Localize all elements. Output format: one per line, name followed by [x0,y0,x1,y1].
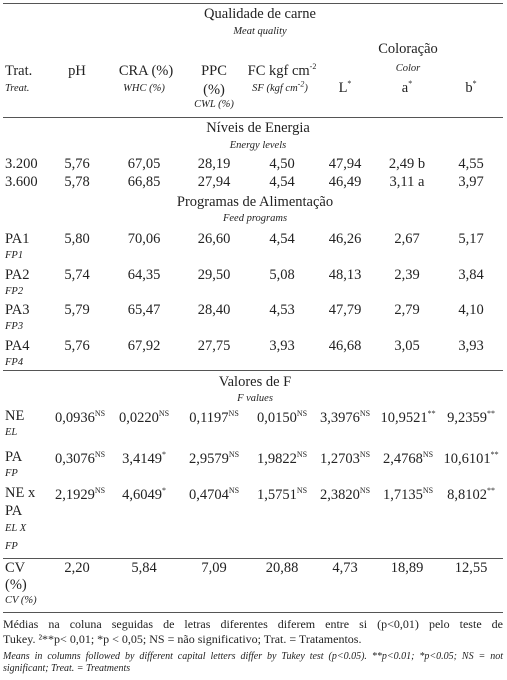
col-header-fc-en-sup: -2 [297,79,305,89]
program-cell-ph: 5,80 [64,231,90,247]
f-cell-b-value: 8,8102 [447,487,487,503]
col-header-ppc-en: CWL (%) [194,99,234,110]
f-cell-b [447,410,495,427]
energy-cell-L: 47,94 [328,156,362,172]
top-rule [3,3,503,4]
program-cell-fc: 5,08 [269,267,295,283]
f-cell-ph-value: 2,1929 [54,487,95,503]
f-cell-cra-significance: * [161,486,166,496]
f-cell-L-value: 3,3976 [319,410,360,426]
col-header-ppc: PPC [201,63,227,79]
cv-row-trat-en: CV (%) [5,595,37,606]
col-header-trat-en: Treat. [5,83,30,94]
f-cell-ppc [189,410,239,427]
f-cell-ph-value: 0,3076 [54,451,95,467]
program-cell-ppc: 26,60 [197,231,231,247]
energy-cell-a: 2,49 b [388,156,426,172]
program-cell-fc: 3,93 [269,338,295,354]
f-cell-a-significance: ** [427,409,436,419]
energy-cell-cra: 66,85 [127,174,161,190]
f-cell-ppc-significance: NS [228,409,239,419]
f-cell-b-value: 9,2359 [447,410,487,426]
program-cell-L: 46,68 [328,338,362,354]
f-cell-a-value: 1,7135 [382,487,423,503]
energy-cell-ph: 5,76 [64,156,90,172]
f-cell-a-value: 2,4768 [382,451,423,467]
program-row-trat: PA4 [5,338,30,354]
footnote-pt-line-2: Tukey. ²**p< 0,01; *p < 0,05; NS = não significativo; Trat. = Tratamentos. [3,632,362,646]
cv-cell-fc: 20,88 [265,560,299,576]
program-cell-b: 3,84 [458,267,484,283]
f-cell-a-significance: NS [422,450,434,460]
col-header-L [339,80,352,97]
f-cell-ppc-significance: NS [228,450,240,460]
col-header-b [465,80,476,97]
f-cell-a-significance: NS [422,486,434,496]
cv-row-trat-2: (%) [5,577,27,593]
f-cell-L [320,451,370,468]
cv-rule [3,558,503,559]
col-header-fc [248,63,317,80]
col-header-L-text: L [338,80,348,96]
f-row-trat: PA [5,449,23,465]
section-f-values-en: F values [237,393,273,404]
col-header-trat: Trat. [5,63,33,79]
energy-cell-cra: 67,05 [127,156,161,172]
f-cell-ppc [189,487,239,504]
col-header-ppc-unit: (%) [203,82,225,98]
program-cell-cra: 64,35 [127,267,161,283]
f-cell-ppc-value: 2,9579 [188,451,229,467]
program-cell-a: 3,05 [394,338,420,354]
bottom-rule [3,612,503,613]
f-cell-L-value: 1,2703 [319,451,360,467]
program-cell-ppc: 27,75 [197,338,231,354]
program-cell-ph: 5,76 [64,338,90,354]
col-header-fc-en [252,79,308,94]
f-cell-b [447,487,495,504]
f-cell-L-significance: NS [359,486,371,496]
program-cell-ppc: 29,50 [197,267,231,283]
energy-cell-ph: 5,78 [64,174,90,190]
program-cell-ppc: 28,40 [197,302,231,318]
f-row-trat-2: PA [5,503,23,519]
energy-cell-b: 4,55 [458,156,484,172]
program-cell-L: 48,13 [328,267,362,283]
f-cell-a [380,410,435,427]
program-cell-cra: 70,06 [127,231,161,247]
f-cell-cra-significance: NS [158,409,170,419]
program-row-trat: PA1 [5,231,30,247]
cv-cell-b: 12,55 [454,560,488,576]
program-cell-L: 47,79 [328,302,362,318]
program-cell-cra: 67,92 [127,338,161,354]
program-row-trat: PA3 [5,302,30,318]
f-cell-fc [257,410,307,427]
program-row-trat-en: FP4 [5,357,24,368]
section-f-values: Valores de F [218,374,292,390]
cv-cell-ph: 2,20 [64,560,90,576]
f-cell-cra [119,410,169,427]
footnote-pt-line-1: Médias na coluna seguidas de letras diferentes diferem entre si (p<0,01) pelo teste de [3,617,503,631]
cv-cell-cra: 5,84 [131,560,157,576]
footnote-pt [3,617,503,647]
f-cell-cra-value: 3,4149 [122,451,162,467]
cv-cell-ppc: 7,09 [201,560,227,576]
f-cell-ph-value: 0,0936 [54,410,95,426]
f-cell-b-value: 10,6101 [443,451,491,467]
f-cell-cra [122,451,166,468]
color-group-header: Coloração [378,41,438,57]
f-cell-ppc-value: 0,1197 [189,410,229,426]
f-row-trat-en: EL X [5,523,27,534]
f-cell-a-value: 10,9521 [380,410,428,426]
f-cell-L [320,487,370,504]
energy-cell-fc: 4,54 [269,174,295,190]
f-cell-L-significance: NS [359,450,371,460]
f-cell-fc-significance: NS [296,450,308,460]
f-cell-b-significance: ** [490,450,499,460]
col-header-b-sup: * [472,79,477,89]
energy-cell-ppc: 27,94 [197,174,231,190]
f-cell-a [383,487,433,504]
f-cell-cra-value: 4,6049 [122,487,162,503]
f-cell-fc [257,451,307,468]
section-programs-en: Feed programs [222,213,288,224]
f-cell-fc-value: 1,9822 [256,451,297,467]
f-cell-L-significance: NS [359,409,371,419]
energy-row-trat: 3.600 [5,174,38,190]
footnote-en-line-1: Means in columns followed by different capital letters differ by Tukey test (p<0.05). **p<0.01; *p<0.05; NS = not [3,651,503,662]
program-cell-ph: 5,74 [64,267,90,283]
f-cell-fc-value: 1,5751 [256,487,297,503]
footnote-en-line-2: significant; Treat. = Treatments [3,663,131,674]
energy-cell-a: 3,11 a [389,174,425,190]
program-cell-L: 46,26 [328,231,362,247]
section-programs: Programas de Alimentação [176,194,334,210]
col-header-a-sup: * [408,79,413,89]
col-header-fc-sup: -2 [309,62,317,72]
f-cell-ph [55,451,105,468]
col-header-b-text: b [465,80,473,96]
program-cell-a: 2,79 [394,302,420,318]
energy-cell-L: 46,49 [328,174,362,190]
footnote-en [3,651,503,675]
col-header-fc-en-text: SF (kgf cm [252,83,298,94]
f-cell-ppc-significance: NS [228,486,240,496]
f-cell-L [320,410,370,427]
program-row-trat: PA2 [5,267,30,283]
program-row-trat-en: FP3 [5,321,24,332]
f-cell-ph [55,410,105,427]
f-cell-ph [55,487,105,504]
cv-cell-L: 4,73 [332,560,358,576]
f-cell-ph-significance: NS [94,486,106,496]
f-cell-fc-value: 0,0150 [256,410,297,426]
cv-cell-a: 18,89 [390,560,424,576]
program-cell-b: 3,93 [458,338,484,354]
color-group-header-en: Color [395,63,421,74]
energy-row-trat: 3.200 [5,156,38,172]
program-cell-cra: 65,47 [127,302,161,318]
program-cell-b: 4,10 [458,302,484,318]
col-header-a-text: a [401,80,409,96]
f-cell-ppc-value: 0,4704 [188,487,229,503]
program-row-trat-en: FP2 [5,286,24,297]
f-row-trat: NE x [5,485,36,501]
f-row-trat-en: FP [5,468,18,479]
f-cell-b [443,451,498,468]
col-header-L-sup: * [347,79,352,89]
f-cell-b-significance: ** [486,486,495,496]
f-cell-cra-value: 0,0220 [118,410,159,426]
col-header-fc-en-end: ) [304,83,308,94]
program-cell-fc: 4,54 [269,231,295,247]
header-rule [3,117,503,118]
energy-cell-ppc: 28,19 [197,156,231,172]
program-cell-a: 2,39 [394,267,420,283]
col-header-ph: pH [68,63,86,79]
f-values-rule [3,370,503,371]
table-title-en: Meat quality [233,26,287,37]
cv-row-trat: CV [5,560,26,576]
program-cell-fc: 4,53 [269,302,295,318]
f-row-trat: NE [5,408,25,424]
f-cell-fc [257,487,307,504]
f-cell-b-significance: ** [486,409,495,419]
energy-cell-fc: 4,50 [269,156,295,172]
f-cell-cra-significance: * [161,450,166,460]
f-row-trat-en: EL [5,427,18,438]
f-row-trat-en-2: FP [5,541,18,552]
program-cell-a: 2,67 [394,231,420,247]
f-cell-a [383,451,433,468]
f-cell-fc-significance: NS [296,409,308,419]
energy-cell-b: 3,97 [458,174,484,190]
f-cell-ph-significance: NS [94,409,106,419]
section-energy-en: Energy levels [229,140,287,151]
f-cell-ppc [189,451,239,468]
f-cell-ph-significance: NS [94,450,106,460]
col-header-cra: CRA (%) [118,63,174,79]
program-cell-b: 5,17 [458,231,484,247]
program-row-trat-en: FP1 [5,250,24,261]
section-energy: Níveis de Energia [206,120,310,136]
f-cell-fc-significance: NS [296,486,308,496]
col-header-fc-text: FC kgf cm [247,63,310,79]
table-title: Qualidade de carne [204,6,316,22]
program-cell-ph: 5,79 [64,302,90,318]
col-header-a [402,80,412,97]
col-header-cra-en: WHC (%) [123,83,165,94]
f-cell-cra [122,487,166,504]
f-cell-L-value: 2,3820 [319,487,360,503]
